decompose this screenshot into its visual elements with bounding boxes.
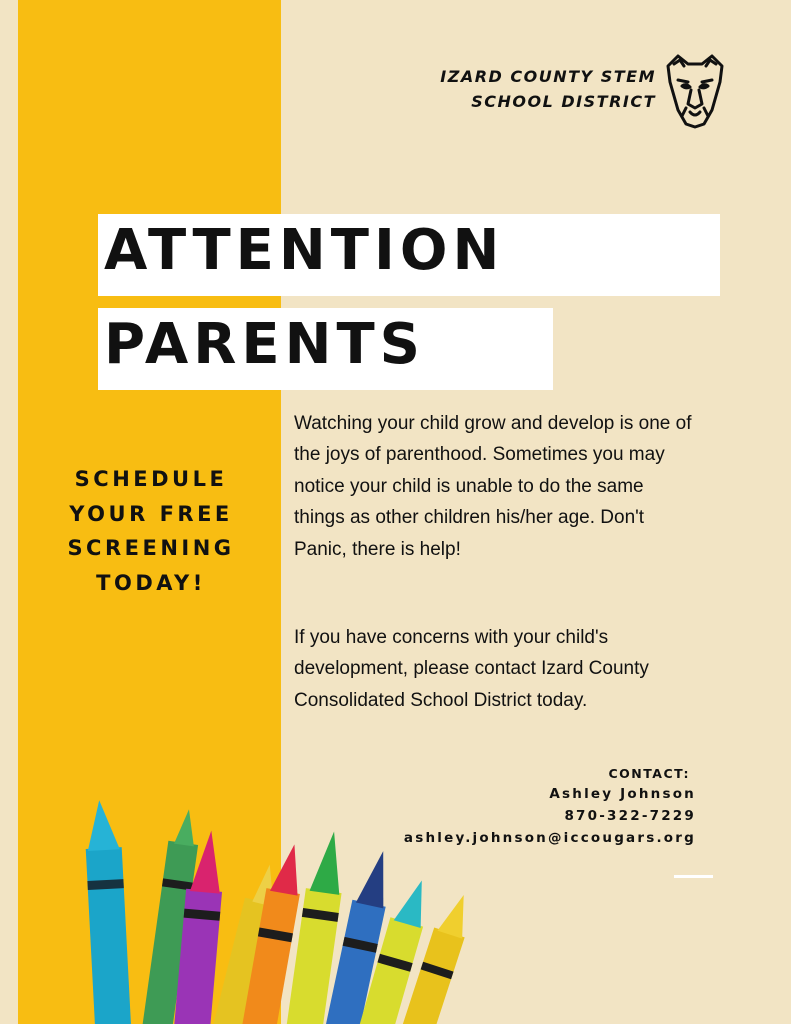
contact-name: Ashley Johnson [549,786,696,802]
district-name-line1: IZARD COUNTY STEM [440,67,656,86]
callout-line4: TODAY! [96,570,206,595]
district-name-line2: SCHOOL DISTRICT [471,92,656,111]
contact-label: CONTACT: [608,766,690,781]
headline-line2: PARENTS [104,312,426,377]
callout-line3: SCREENING [67,536,235,560]
cougar-head-icon [658,52,732,130]
body-paragraph-2: If you have concerns with your child's development, please contact Izard County Consolidated School District today. [294,627,649,711]
district-name [440,64,656,114]
callout-line2: YOUR FREE [69,501,233,526]
contact-phone[interactable]: 870-322-7229 [564,808,696,824]
body-paragraph-1: Watching your child grow and develop is one of the joys of parenthood. Sometimes you may notice your child is unable to do the same things as other children his/her age. Don't Panic, there is help! [294,413,692,560]
crayon-blue [85,799,131,1024]
callout-line1: SCHEDULE [74,467,228,491]
contact-email[interactable]: ashley.johnson@iccougars.org [403,830,696,846]
schedule-callout [40,462,262,600]
headline-line1: ATTENTION [104,218,505,283]
crayons-illustration [60,790,480,1024]
white-dash-divider [674,875,713,878]
headline-box-2 [98,308,553,390]
headline-box-1 [98,214,720,296]
